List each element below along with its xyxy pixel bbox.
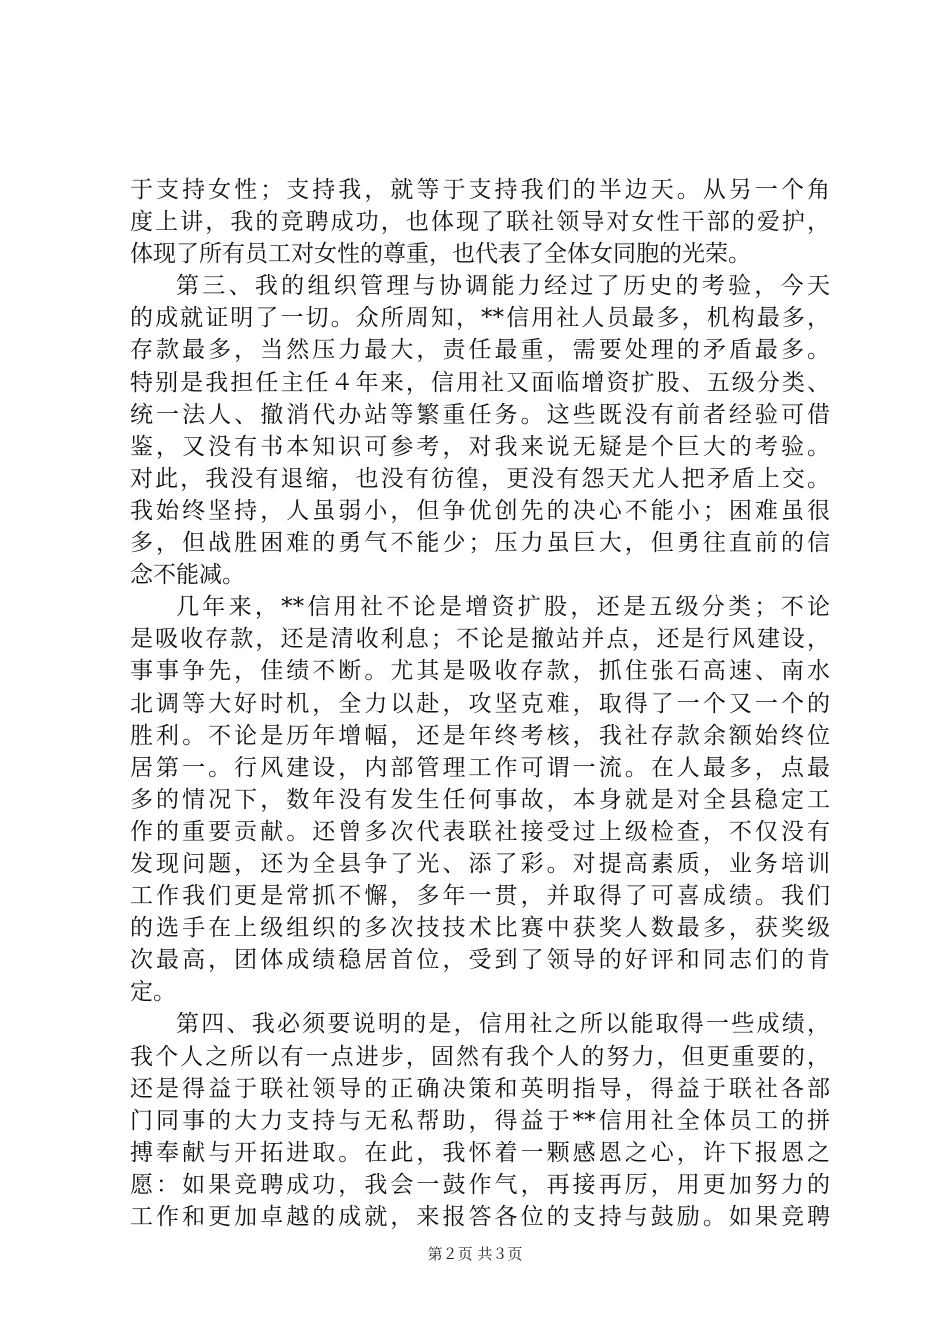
text-line: 的选手在上级组织的多次技技术比赛中获奖人数最多，获奖级	[130, 915, 830, 942]
text-line: 统一法人、撤消代办站等繁重任务。这些既没有前者经验可借	[130, 401, 830, 428]
text-line: 定。	[130, 979, 176, 1006]
text-line: 多，但战胜困难的勇气不能少；压力虽巨大，但勇往直前的信	[130, 530, 830, 557]
text-line: 我始终坚持，人虽弱小，但争优创先的决心不能小；困难虽很	[130, 497, 830, 524]
text-line: 多的情况下，数年没有发生任何事故，本身就是对全县稳定工	[130, 786, 830, 813]
body-text	[130, 174, 830, 1233]
text-line: 鉴，又没有书本知识可参考，对我来说无疑是个巨大的考验。	[130, 433, 830, 460]
text-line: 居第一。行风建设，内部管理工作可谓一流。在人最多，点最	[130, 754, 830, 781]
text-line: 事事争先，佳绩不断。尤其是吸收存款，抓住张石高速、南水	[130, 658, 830, 685]
text-line: 的成就证明了一切。众所周知，**信用社人员最多，机构最多，	[130, 305, 830, 332]
text-line: 于支持女性；支持我，就等于支持我们的半边天。从另一个角	[130, 177, 830, 203]
text-line: 门同事的大力支持与无私帮助，得益于**信用社全体员工的拼	[130, 1107, 830, 1134]
paragraph-first-line: 第四、我必须要说明的是，信用社之所以能取得一些成绩，	[176, 1011, 830, 1038]
text-line: 特别是我担任主任４年来，信用社又面临增资扩股、五级分类、	[130, 369, 830, 396]
text-line: 愿：如果竞聘成功，我会一鼓作气，再接再厉，用更加努力的	[130, 1171, 830, 1198]
text-line: 胜利。不论是历年增幅，还是年终考核，我社存款余额始终位	[130, 722, 830, 749]
text-line: 体现了所有员工对女性的尊重，也代表了全体女同胞的光荣。	[130, 241, 751, 268]
paragraph-first-line: 第三、我的组织管理与协调能力经过了历史的考验，今天	[176, 273, 830, 300]
text-line: 还是得益于联社领导的正确决策和英明指导，得益于联社各部	[130, 1075, 830, 1102]
text-line: 工作和更加卓越的成就，来报答各位的支持与鼓励。如果竞聘	[130, 1204, 830, 1230]
text-line: 是吸收存款，还是清收利息；不论是撤站并点，还是行风建设，	[130, 626, 830, 653]
paragraph-first-line: 几年来，**信用社不论是增资扩股，还是五级分类；不论	[176, 594, 830, 621]
text-line: 作的重要贡献。还曾多次代表联社接受过上级检查，不仅没有	[130, 818, 830, 845]
text-line: 工作我们更是常抓不懈，多年一贯，并取得了可喜成绩。我们	[130, 883, 830, 910]
text-line: 发现问题，还为全县争了光、添了彩。对提高素质，业务培训	[130, 850, 830, 877]
text-line: 搏奉献与开拓进取。在此，我怀着一颗感恩之心，许下报恩之	[130, 1139, 830, 1166]
text-line: 念不能减。	[130, 562, 245, 589]
text-line: 北调等大好时机，全力以赴，攻坚克难，取得了一个又一个的	[130, 690, 830, 717]
page-footer: 第２页 共３页	[427, 1245, 523, 1263]
text-line: 度上讲，我的竞聘成功，也体现了联社领导对女性干部的爱护，	[130, 209, 830, 236]
text-line: 对此，我没有退缩，也没有彷徨，更没有怨天尤人把矛盾上交。	[130, 465, 830, 492]
text-line: 我个人之所以有一点进步，固然有我个人的努力，但更重要的，	[130, 1043, 830, 1070]
text-line: 存款最多，当然压力最大，责任最重，需要处理的矛盾最多。	[130, 337, 830, 364]
text-line: 次最高，团体成绩稳居首位，受到了领导的好评和同志们的肯	[130, 947, 830, 974]
